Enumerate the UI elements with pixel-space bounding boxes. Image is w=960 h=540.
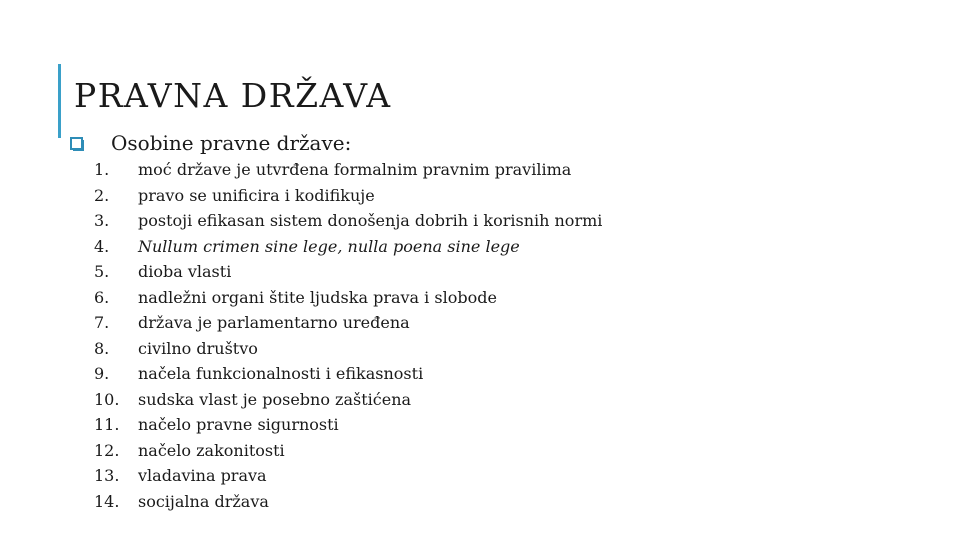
list-item xyxy=(94,489,602,515)
item-text: načela funkcionalnosti i efikasnosti xyxy=(138,364,424,383)
list-item xyxy=(94,310,602,336)
title-accent-bar xyxy=(58,64,61,138)
list-item xyxy=(94,463,602,489)
checkbox-square-bullet-icon xyxy=(70,137,83,150)
item-number: 6. xyxy=(94,287,110,307)
list-item xyxy=(94,361,602,387)
item-text: civilno društvo xyxy=(138,338,258,358)
item-number: 8. xyxy=(94,338,110,358)
item-number: 4. xyxy=(94,236,110,256)
item-number: 14. xyxy=(94,491,120,511)
item-text: vladavina prava xyxy=(138,466,267,485)
item-number: 10. xyxy=(94,389,120,409)
item-number: 3. xyxy=(94,211,110,230)
item-number: 5. xyxy=(94,262,110,281)
item-number: 2. xyxy=(94,185,110,205)
item-text: načelo pravne sigurnosti xyxy=(138,415,339,434)
item-text: Nullum crimen sine lege, nulla poena sine lege xyxy=(138,236,520,256)
list-item xyxy=(94,412,602,438)
subheading xyxy=(70,130,351,156)
item-text: država je parlamentarno uređena xyxy=(138,313,410,332)
item-text: pravo se unificira i kodifikuje xyxy=(138,185,375,205)
slide-title: PRAVNA DRŽAVA xyxy=(74,76,392,115)
item-text: sudska vlast je posebno zaštićena xyxy=(138,389,412,409)
item-number: 13. xyxy=(94,466,120,485)
item-number: 7. xyxy=(94,313,110,332)
subheading-text: Osobine pravne države: xyxy=(111,131,352,155)
item-text: dioba vlasti xyxy=(138,262,232,281)
list-item xyxy=(94,183,602,209)
list-item xyxy=(94,438,602,464)
item-number: 12. xyxy=(94,440,120,460)
properties-list xyxy=(94,157,602,514)
list-item xyxy=(94,285,602,311)
item-number: 9. xyxy=(94,364,110,383)
item-text: načelo zakonitosti xyxy=(138,440,285,460)
list-item xyxy=(94,234,602,260)
item-text: moć države je utvrđena formalnim pravnim pravilima xyxy=(138,160,572,179)
item-number: 11. xyxy=(94,415,120,434)
item-text: nadležni organi štite ljudska prava i slobode xyxy=(138,287,497,307)
list-item xyxy=(94,157,602,183)
item-text: socijalna država xyxy=(138,491,269,511)
list-item xyxy=(94,208,602,234)
list-item xyxy=(94,259,602,285)
list-item xyxy=(94,336,602,362)
item-number: 1. xyxy=(94,160,110,179)
item-text: postoji efikasan sistem donošenja dobrih i korisnih normi xyxy=(138,211,603,230)
list-item xyxy=(94,387,602,413)
